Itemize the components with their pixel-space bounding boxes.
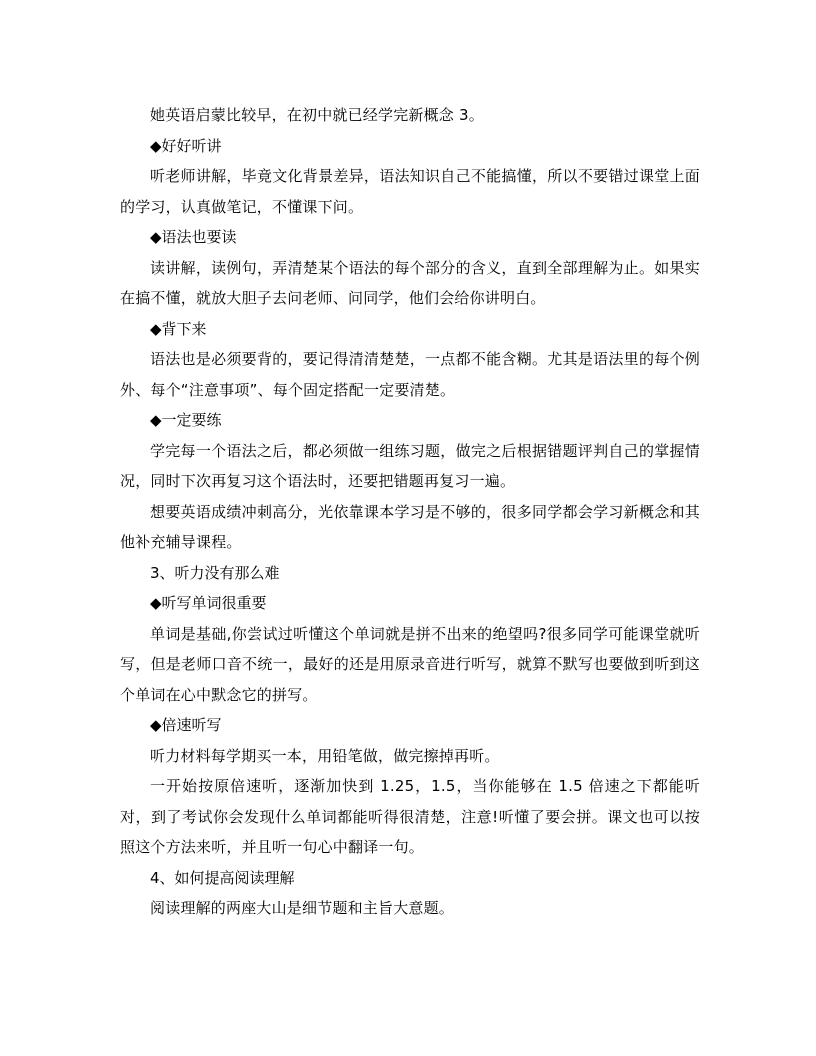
paragraph: 一开始按原倍速听，逐渐加快到 1.25，1.5，当你能够在 1.5 倍速之下都能听对，到了考试你会发现什么单词都能听得很清楚，注意!听懂了要会拼。课文也可以按照这个方法来听，并且听一句心中翻译一句。 [120, 777, 700, 856]
paragraph: 单词是基础,你尝试过听懂这个单词就是拼不出来的绝望吗?很多同学可能课堂就听写，但是老师口音不统一，最好的还是用原录音进行听写，就算不默写也要做到听到这个单词在心中默念它的拼写。 [120, 624, 700, 704]
section-heading: ◆听写单词很重要 [150, 594, 267, 612]
paragraph: 阅读理解的两座大山是细节题和主旨大意题。 [150, 899, 455, 917]
section-heading: ◆语法也要读 [150, 228, 237, 246]
section-heading: ◆背下来 [150, 319, 207, 338]
paragraph: 语法也是必须要背的，要记得清清楚楚，一点都不能含糊。尤其是语法里的每个例外、每个“注意事项”、每个固定搭配一定要清楚。 [120, 350, 700, 399]
paragraph: 听老师讲解，毕竟文化背景差异，语法知识自己不能搞懂，所以不要错过课堂上面的学习，认真做笔记，不懂课下问。 [120, 167, 700, 216]
paragraph: 她英语启蒙比较早，在初中就已经学完新概念 3。 [150, 106, 484, 124]
section-heading: ◆好好听讲 [150, 136, 222, 155]
section-heading: 4、如何提高阅读理解 [150, 868, 295, 887]
section-heading: ◆一定要练 [150, 411, 222, 429]
section-heading: 3、听力没有那么难 [150, 563, 280, 582]
document-body [120, 100, 700, 924]
paragraph: 听力材料每学期买一本，用铅笔做，做完擦掉再听。 [150, 746, 500, 765]
paragraph: 想要英语成绩冲刺高分，光依靠课本学习是不够的，很多同学都会学习新概念和其他补充辅导课程。 [120, 502, 700, 551]
section-heading: ◆倍速听写 [150, 716, 222, 734]
paragraph: 读讲解，读例句，弄清楚某个语法的每个部分的含义，直到全部理解为止。如果实在搞不懂，就放大胆子去问老师、问同学，他们会给你讲明白。 [120, 258, 700, 307]
paragraph: 学完每一个语法之后，都必须做一组练习题，做完之后根据错题评判自己的掌握情况，同时下次再复习这个语法时，还要把错题再复习一遍。 [120, 441, 700, 490]
